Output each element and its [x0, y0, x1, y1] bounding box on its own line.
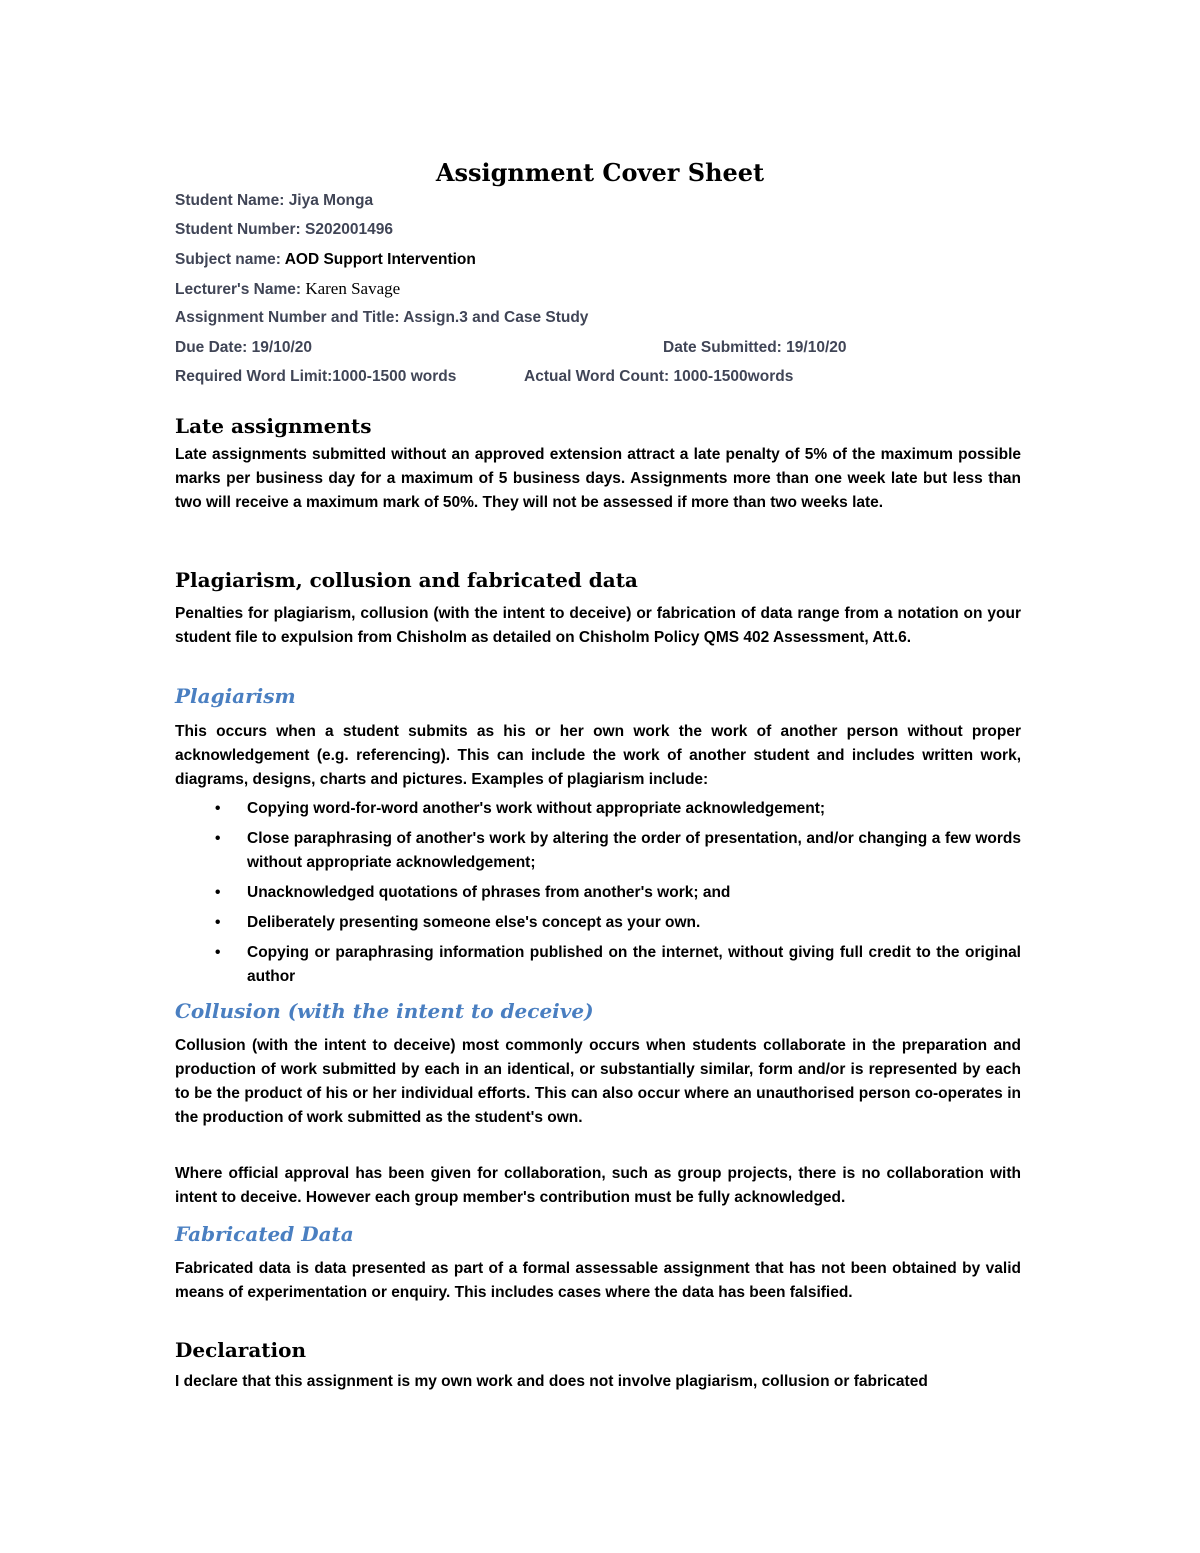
word-count-label: Actual Word Count:: [524, 368, 670, 385]
due-date-field: [175, 339, 312, 357]
student-name-field: [175, 192, 373, 210]
student-number-value: S202001496: [305, 221, 393, 238]
assignment-value: Assign.3 and Case Study: [403, 309, 589, 326]
due-date-value: 19/10/20: [251, 339, 313, 356]
late-assignments-heading: Late assignments: [175, 414, 372, 438]
fabricated-data-heading: Fabricated Data: [175, 1222, 354, 1246]
plagiarism-heading: Plagiarism: [175, 684, 296, 708]
word-count-value: 1000-1500words: [673, 368, 794, 385]
student-name-value: Jiya Monga: [288, 192, 374, 209]
collusion-text-1: Collusion (with the intent to deceive) most commonly occurs when students collaborate in the preparation and production of work submitted by each in an identical, or substantially similar, form and/or is represented by each to be the product of his or her individual efforts. This can also occur where an unauthorised person co-operates in the production of work submitted as the student's own.: [175, 1037, 1021, 1126]
subject-label: Subject name:: [175, 251, 281, 268]
fabricated-data-text: Fabricated data is data presented as part of a formal assessable assignment that has not been obtained by valid means of experimentation or enquiry. This includes cases where the data has been falsified.: [175, 1260, 1021, 1301]
plagiarism-text: This occurs when a student submits as his or her own work the work of another person without proper acknowledgement (e.g. referencing). This can include the work of another student and includes written work, diagrams, designs, charts and pictures. Examples of plagiarism include:: [175, 723, 1021, 788]
lecturer-label: Lecturer's Name:: [175, 281, 302, 298]
student-number-field: [175, 221, 393, 239]
bullet-icon: •: [215, 800, 221, 817]
student-number-label: Student Number:: [175, 221, 301, 238]
declaration-text: I declare that this assignment is my own work and does not involve plagiarism, collusion or fabricated: [175, 1373, 928, 1390]
due-date-label: Due Date:: [175, 339, 248, 356]
subject-field: [175, 251, 476, 269]
collusion-text-2: Where official approval has been given for collaboration, such as group projects, there is no collaboration with intent to deceive. However each group member's contribution must be fully acknowledged.: [175, 1165, 1021, 1206]
list-item: • Copying word-for-word another's work without appropriate acknowledgement;: [175, 797, 1021, 821]
word-limit-value: 1000-1500 words: [332, 368, 457, 385]
date-submitted-label: Date Submitted:: [663, 339, 782, 356]
date-submitted-field: [663, 339, 847, 357]
list-item: • Unacknowledged quotations of phrases from another's work; and: [175, 881, 1021, 905]
bullet-icon: •: [215, 884, 221, 901]
list-item: • Deliberately presenting someone else's concept as your own.: [175, 911, 1021, 935]
lecturer-value: Karen Savage: [305, 279, 401, 298]
word-limit-label: Required Word Limit:: [175, 368, 333, 385]
bullet-icon: •: [215, 914, 221, 931]
list-item: • Copying or paraphrasing information published on the internet, without giving full credit to the original author: [175, 941, 1021, 989]
plagiarism-examples-list: [175, 797, 1021, 995]
lecturer-field: [175, 279, 400, 299]
list-item: • Close paraphrasing of another's work by altering the order of presentation, and/or changing a few words without appropriate acknowledgement;: [175, 827, 1021, 875]
subject-value: AOD Support Intervention: [284, 251, 476, 268]
word-limit-field: [175, 368, 456, 386]
declaration-heading: Declaration: [175, 1338, 307, 1362]
assignment-field: [175, 309, 588, 327]
page-title: Assignment Cover Sheet: [435, 158, 765, 187]
late-assignments-text: Late assignments submitted without an approved extension attract a late penalty of 5% of the maximum possible marks per business day for a maximum of 5 business days. Assignments more than one week late but less than two will receive a maximum mark of 50%. They will not be assessed if more than two weeks late.: [175, 446, 1021, 511]
plagiarism-collusion-text: Penalties for plagiarism, collusion (with the intent to deceive) or fabrication of data range from a notation on your student file to expulsion from Chisholm as detailed on Chisholm Policy QMS 402 Assessment, Att.6.: [175, 605, 1021, 646]
plagiarism-collusion-heading: Plagiarism, collusion and fabricated data: [175, 568, 638, 592]
student-name-label: Student Name:: [175, 192, 285, 209]
collusion-heading: Collusion (with the intent to deceive): [175, 999, 594, 1023]
date-submitted-value: 19/10/20: [786, 339, 847, 356]
word-count-field: [524, 368, 793, 386]
assignment-label: Assignment Number and Title:: [175, 309, 400, 326]
bullet-icon: •: [215, 830, 221, 847]
bullet-icon: •: [215, 944, 221, 961]
